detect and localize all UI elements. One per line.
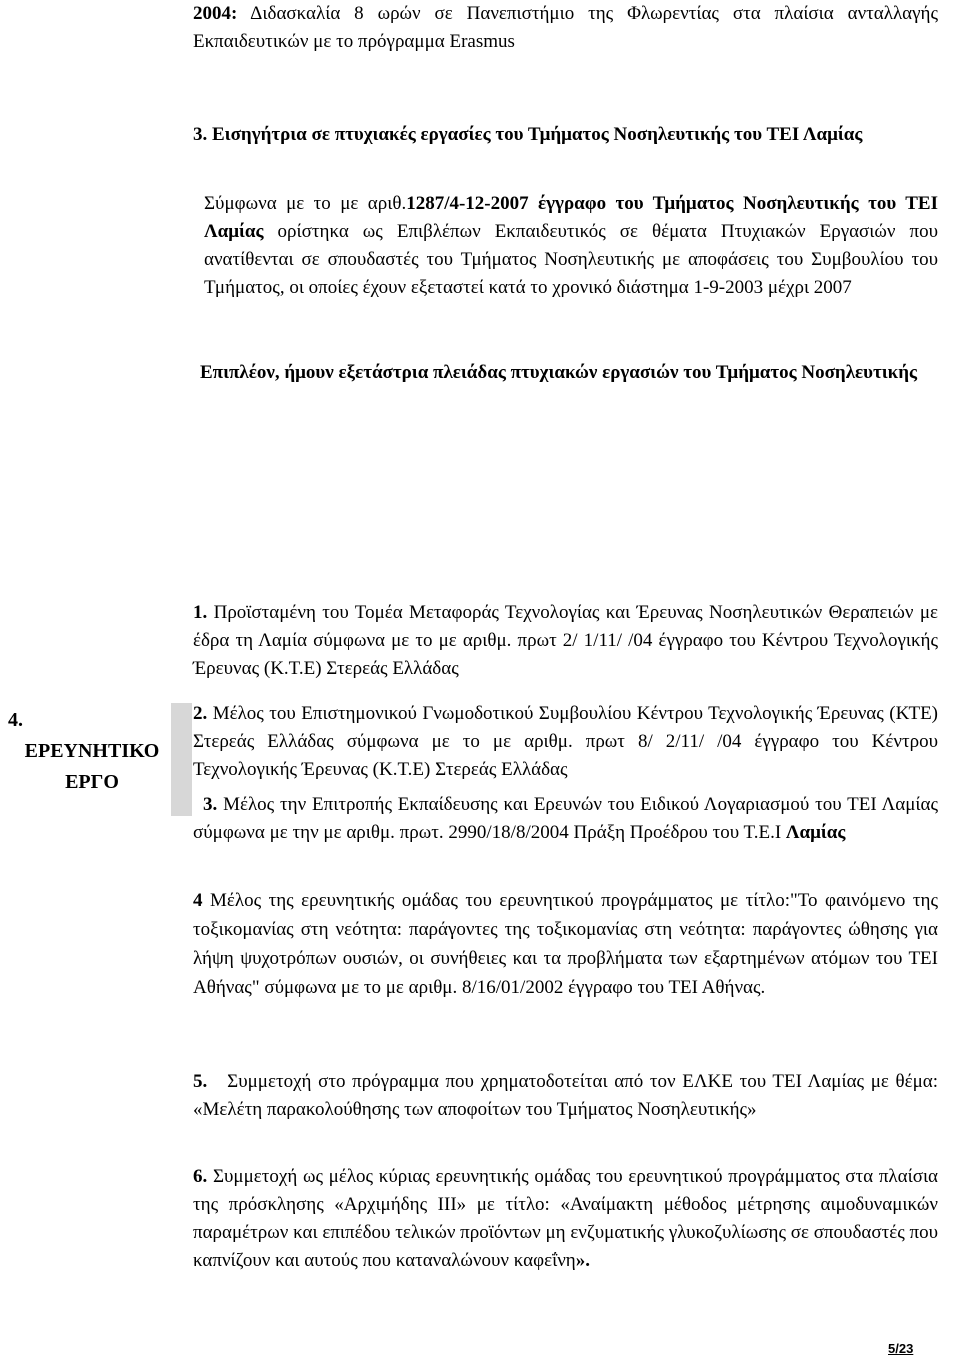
research-item-5-number: 5.: [193, 1071, 208, 1092]
research-item-5-text: Συμμετοχή στο πρόγραμμα που χρηματοδοτείται από τον ΕΛΚΕ του ΤΕΙ Λαμίας με θέμα: «Μελέτη παρακολούθησης των αποφοίτων του Τμήματος Νοσηλευτικής»: [193, 1071, 938, 1120]
section-heading: [8, 705, 176, 798]
item-3-title: 3. Εισηγήτρια σε πτυχιακές εργασίες του Τμήματος Νοσηλευτικής του ΤΕΙ Λαμίας: [193, 124, 863, 145]
research-item-3-number: 3.: [203, 794, 218, 815]
item-3-intro: Σύμφωνα με το με αριθ.: [204, 193, 407, 214]
page-number: 5/23: [888, 1341, 914, 1356]
research-item-1-number: 1.: [193, 602, 208, 623]
item-3-paragraph: [193, 190, 938, 302]
research-item-3: [193, 791, 938, 847]
research-item-2: [193, 700, 938, 784]
research-item-6-text: Συμμετοχή ως μέλος κύριας ερευνητικής ομάδας του ερευνητικού προγράμματος στα πλαίσια της πρόσκλησης «Αρχιμήδης ΙΙΙ» με τίτλο: «Αναίμακτη μέθοδος μέτρησης αιμοδυναμικών παραμέτρων και επιπέδου τελικών προϊόντων μη ενζυματικής γλυκοζυλίωσης σε σπουδαστές που καπνίζουν και αυτούς που καταναλώνουν καφεΐνη: [193, 1166, 939, 1271]
year-label: 2004:: [193, 3, 238, 24]
research-item-3-bold: Λαμίας: [785, 822, 846, 843]
research-item-1-text: Προϊσταμένη του Τομέα Μεταφοράς Τεχνολογίας και Έρευνας Νοσηλευτικών Θεραπειών με έδρα τη Λαμία σύμφωνα με το με αριθμ. πρωτ 2/ 1/11/ /04 έγγραφο του Κέντρου Τεχνολογικής Έρευνας (Κ.Τ.Ε) Στερεάς Ελλάδας: [193, 602, 939, 679]
research-item-5: [193, 1068, 938, 1124]
research-item-1: [193, 599, 938, 683]
item-3-rest: ορίστηκα ως Επιβλέπων Εκπαιδευτικός σε θέματα Πτυχιακών Εργασιών που ανατίθενται σε σπουδαστές του Τμήματος Νοσηλευτικής με αποφάσεις του Συμβουλίου του Τμήματος, οι οποίες έχουν εξεταστεί κατά το χρονικό διάστημα 1-9-2003 μέχρι 2007: [204, 221, 939, 298]
section-number: 4.: [8, 709, 23, 731]
research-item-6: [193, 1163, 938, 1275]
research-item-4: [193, 886, 938, 1002]
research-item-6-end: ».: [575, 1250, 590, 1271]
research-item-4-text: Μέλος της ερευνητικής ομάδας του ερευνητικού προγράμματος με τίτλο:"Το φαινόμενο της τοξικομανίας στη νεότητα: παράγοντες της τοξικομανίας στη νεότητα: παράγοντες ώθησης για λήψη ψυχοτρόπων ουσιών, οι συνήθειες και τα προβλήματα των εξαρτημένων ατόμων του ΤΕΙ Αθήνας" σύμφωνα με το με αριθμ. 8/16/01/2002 έγγραφο του ΤΕΙ Αθήνας.: [193, 890, 939, 998]
section-title: ΕΡΕΥΝΗΤΙΚΟ ΕΡΓΟ: [24, 740, 160, 793]
research-item-2-text: Μέλος του Επιστημονικού Γνωμοδοτικού Συμβουλίου Κέντρου Τεχνολογικής Έρευνας (ΚΤΕ) Στερεάς Ελλάδας σύμφωνα με το με αριθμ. πρωτ 8/ 2/11/ /04 έγγραφο του Κέντρου Τεχνολογικής Έρευνας (Κ.Τ.Ε) Στερεάς Ελλάδας: [193, 703, 939, 780]
extra-paragraph: Επιπλέον, ήμουν εξετάστρια πλειάδας πτυχιακών εργασιών του Τμήματος Νοσηλευτικής: [200, 362, 918, 383]
research-item-2-number: 2.: [193, 703, 208, 724]
paragraph-2004-text: Διδασκαλία 8 ωρών σε Πανεπιστήμιο της Φλωρεντίας στα πλαίσια ανταλλαγής Εκπαιδευτικών με το πρόγραμμα Erasmus: [193, 3, 938, 52]
item-3-reference: 1287/4-12-2007 έγγραφο του Τμήματος Νοσηλευτικής του ΤΕΙ Λαμίας: [204, 193, 938, 242]
research-item-6-number: 6.: [193, 1166, 208, 1187]
paragraph-2004: [193, 0, 938, 56]
research-item-4-number: 4: [193, 890, 203, 911]
research-item-3-text: Μέλος την Επιτροπής Εκπαίδευσης και Ερευνών του Ειδικού Λογαριασμού του ΤΕΙ Λαμίας σύμφωνα με την με αριθμ. πρωτ. 2990/18/8/2004 Πράξη Προέδρου του Τ.Ε.Ι: [193, 794, 938, 843]
